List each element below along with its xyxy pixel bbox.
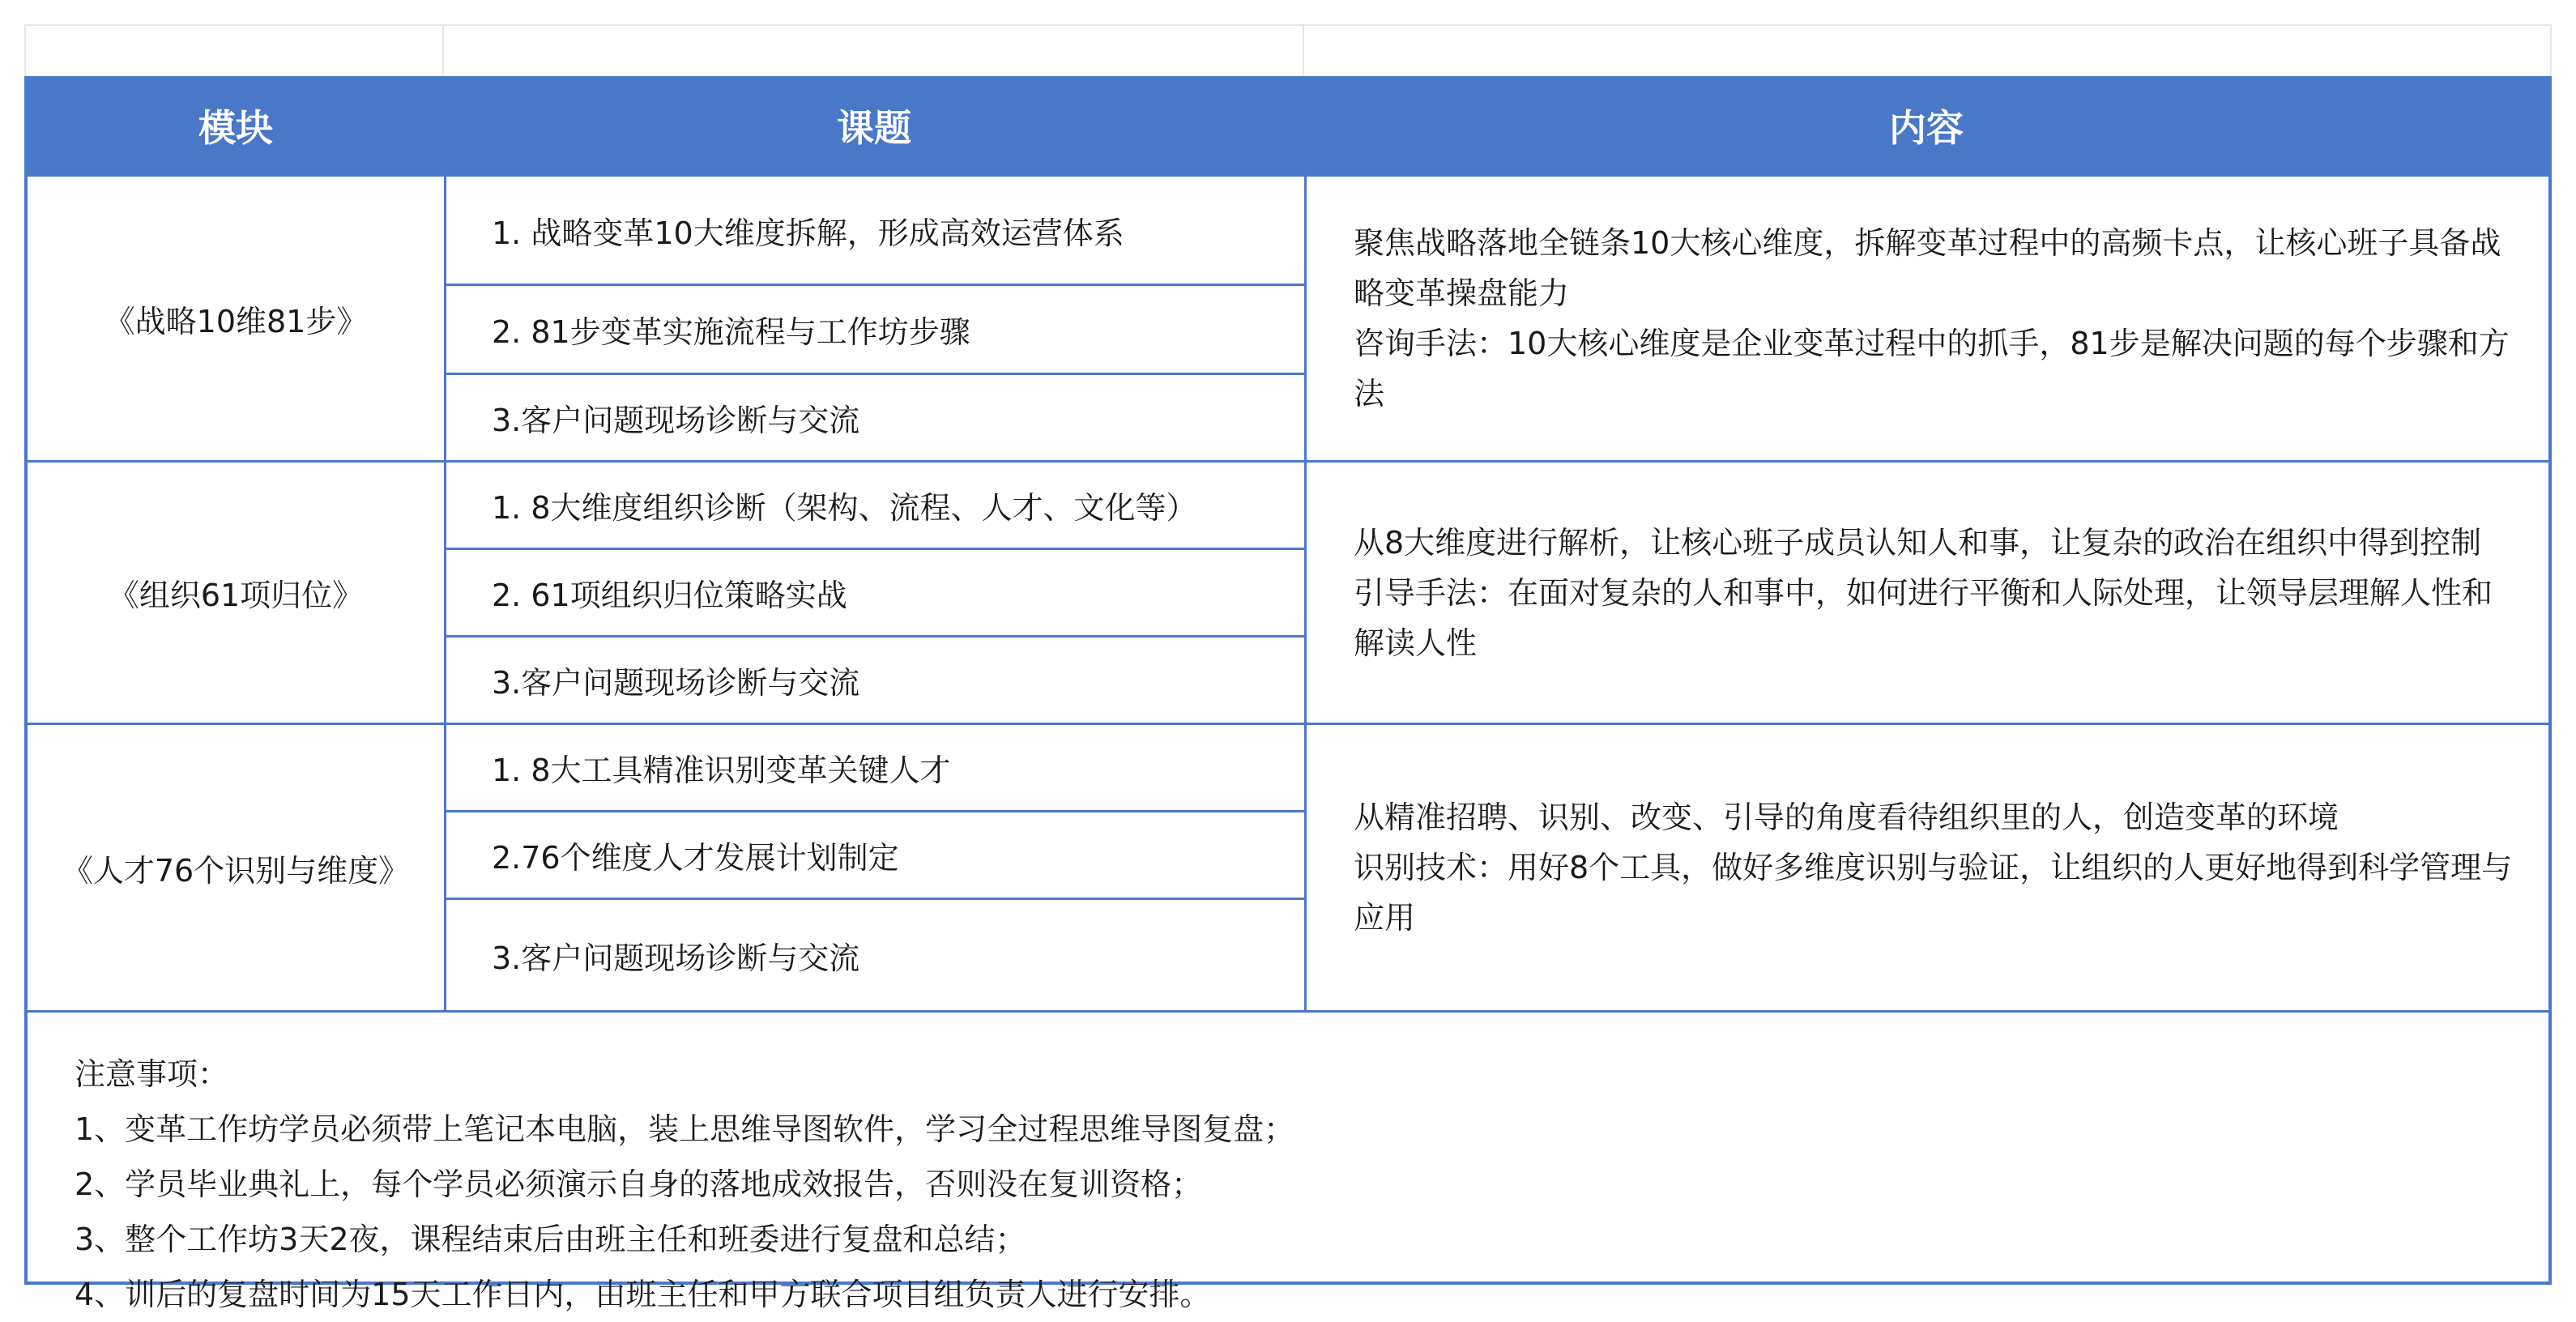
notes-item: 3、整个工作坊3天2夜，课程结束后由班主任和班委进行复盘和总结； xyxy=(75,1222,1026,1257)
topic-label: 1. 8大工具精准识别变革关键人才 xyxy=(492,753,951,788)
header-content: 内容 xyxy=(1889,106,1964,150)
content-cell xyxy=(1307,463,2546,723)
module-label: 《战略10维81步》 xyxy=(104,303,368,339)
content-paragraph: 聚焦战略落地全链条10大核心维度，拆解变革过程中的高频卡点，让核心班子具备战略变革操盘能力 xyxy=(1354,225,2501,311)
content-paragraph: 从精准招聘、识别、改变、引导的角度看待组织里的人，创造变革的环境 xyxy=(1354,800,2339,835)
content-cell xyxy=(1307,177,2546,460)
empty-cell xyxy=(24,24,444,76)
topic-label: 1. 8大维度组织诊断（架构、流程、人才、文化等） xyxy=(492,490,1197,526)
content-cell xyxy=(1307,725,2546,1010)
topic-cell xyxy=(446,286,1304,373)
topic-label: 2. 81步变革实施流程与工作坊步骤 xyxy=(492,314,970,350)
topic-label: 1. 战略变革10大维度拆解，形成高效运营体系 xyxy=(492,215,1124,251)
module-label: 《组织61项归位》 xyxy=(108,578,364,613)
module-cell xyxy=(28,463,444,723)
notes-title: 注意事项： xyxy=(75,1056,229,1092)
topic-label: 2. 61项组织归位策略实战 xyxy=(492,578,847,613)
notes-item: 2、学员毕业典礼上，每个学员必须演示自身的落地成效报告，否则没在复训资格； xyxy=(75,1166,1203,1202)
header-module: 模块 xyxy=(198,106,273,150)
content-paragraph: 咨询手法：10大核心维度是企业变革过程中的抓手，81步是解决问题的每个步骤和方法 xyxy=(1354,326,2510,412)
topic-label: 2.76个维度人才发展计划制定 xyxy=(492,840,899,876)
course-table xyxy=(24,76,2552,1312)
topic-cell xyxy=(446,550,1304,635)
topic-cell xyxy=(446,463,1304,548)
content-paragraph: 从8大维度进行解析，让核心班子成员认知人和事，让复杂的政治在组织中得到控制 xyxy=(1354,524,2482,561)
module-label: 《人才76个识别与维度》 xyxy=(62,852,410,889)
table-header xyxy=(28,79,2548,177)
topic-label: 3.客户问题现场诊断与交流 xyxy=(492,403,860,438)
empty-cell xyxy=(444,24,1304,76)
content-paragraph: 引导手法：在面对复杂的人和事中，如何进行平衡和人际处理，让领导层理解人性和解读人性 xyxy=(1354,574,2493,661)
topic-label: 3.客户问题现场诊断与交流 xyxy=(492,665,860,701)
module-cell xyxy=(28,725,444,1010)
empty-top-row xyxy=(24,24,2552,76)
topic-cell xyxy=(446,812,1304,898)
course-table-page xyxy=(24,24,2552,1312)
topic-cell xyxy=(446,177,1304,284)
notes-section xyxy=(28,1013,2548,1312)
topic-cell xyxy=(446,375,1304,460)
header-topic: 课题 xyxy=(837,106,911,150)
notes-item: 4、训后的复盘时间为15天工作日内，由班主任和甲方联合项目组负责人进行安排。 xyxy=(75,1277,1211,1312)
topic-cell xyxy=(446,900,1304,1010)
module-cell xyxy=(28,177,444,460)
topic-label: 3.客户问题现场诊断与交流 xyxy=(492,940,860,976)
empty-cell xyxy=(1304,24,2552,76)
notes-item: 1、变革工作坊学员必须带上笔记本电脑，装上思维导图软件，学习全过程思维导图复盘； xyxy=(75,1111,1295,1147)
topic-cell xyxy=(446,725,1304,810)
topic-cell xyxy=(446,638,1304,723)
content-paragraph: 识别技术：用好8个工具，做好多维度识别与验证，让组织的人更好地得到科学管理与应用 xyxy=(1354,850,2513,936)
